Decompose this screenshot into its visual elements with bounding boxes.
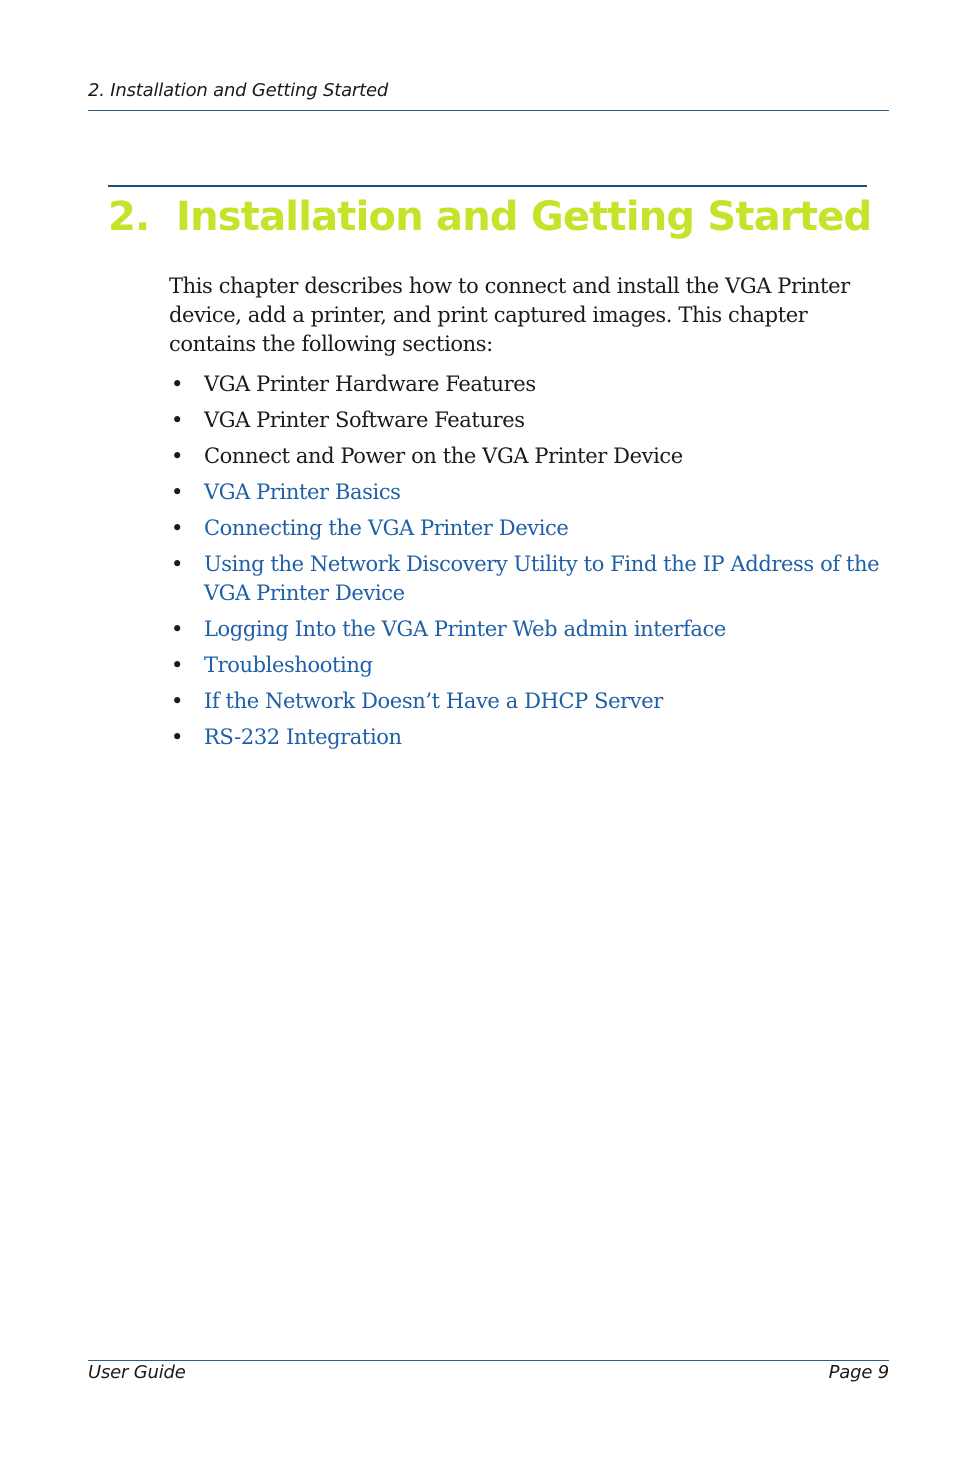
- section-link-basics[interactable]: VGA Printer Basics: [204, 480, 401, 504]
- running-header-title: 2. Installation and Getting Started: [88, 80, 389, 101]
- section-link-rs232[interactable]: RS-232 Integration: [204, 725, 402, 749]
- section-item-software-features: [169, 406, 889, 435]
- bullet-icon: •: [171, 617, 183, 641]
- footer-page-number: Page 9: [828, 1362, 889, 1383]
- section-link-connecting-device[interactable]: Connecting the VGA Printer Device: [204, 516, 569, 540]
- chapter-title-text: Installation and Getting Started: [176, 194, 872, 240]
- section-link-no-dhcp[interactable]: If the Network Doesn’t Have a DHCP Server: [204, 689, 663, 713]
- bullet-icon: •: [171, 689, 183, 713]
- section-item-connect-power-on: [169, 442, 889, 471]
- bullet-icon: •: [171, 516, 183, 540]
- section-link-web-admin-login[interactable]: Logging Into the VGA Printer Web admin interface: [204, 617, 726, 641]
- section-item-rs232[interactable]: [169, 723, 889, 752]
- section-item-connecting-device[interactable]: [169, 514, 889, 543]
- section-item-label: Connect and Power on the VGA Printer Device: [204, 444, 683, 468]
- chapter-number: 2.: [108, 194, 150, 240]
- section-item-troubleshooting[interactable]: [169, 651, 889, 680]
- chapter-title-rule: [108, 185, 867, 187]
- section-item-label: VGA Printer Software Features: [204, 408, 525, 432]
- section-item-network-discovery[interactable]: [169, 550, 889, 608]
- section-link-network-discovery[interactable]: Using the Network Discovery Utility to Find the IP Address of the VGA Printer Device: [204, 552, 880, 605]
- bullet-icon: •: [171, 653, 183, 677]
- section-list: [169, 370, 889, 759]
- section-link-troubleshooting[interactable]: Troubleshooting: [204, 653, 373, 677]
- bullet-icon: •: [171, 725, 183, 749]
- bullet-icon: •: [171, 552, 183, 576]
- bullet-icon: •: [171, 480, 183, 504]
- running-header: [88, 80, 889, 111]
- section-item-no-dhcp[interactable]: [169, 687, 889, 716]
- section-item-hardware-features: [169, 370, 889, 399]
- chapter-intro-paragraph: This chapter describes how to connect and install the VGA Printer device, add a printer, and print captured images. This chapter contains the following sections:: [169, 274, 850, 356]
- bullet-icon: •: [171, 372, 183, 396]
- bullet-icon: •: [171, 444, 183, 468]
- running-footer: [88, 1360, 889, 1389]
- footer-document-name: User Guide: [88, 1362, 186, 1383]
- bullet-icon: •: [171, 408, 183, 432]
- section-item-web-admin-login[interactable]: [169, 615, 889, 644]
- section-item-label: VGA Printer Hardware Features: [204, 372, 536, 396]
- section-item-basics[interactable]: [169, 478, 889, 507]
- chapter-title: [108, 191, 888, 243]
